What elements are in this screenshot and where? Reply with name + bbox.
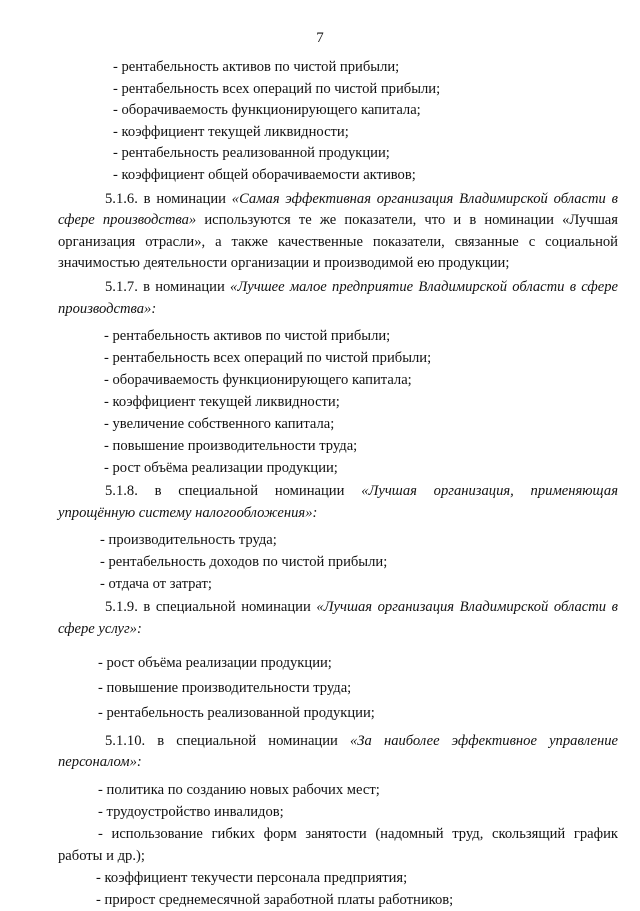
list-item: - отдача от затрат; xyxy=(100,576,212,593)
clause-lead: 5.1.8. в специальной номинации xyxy=(105,483,362,500)
list-item: - коэффициент текущей ликвидности; xyxy=(113,123,349,140)
clause-lead: 5.1.9. в специальной номинации xyxy=(105,599,317,616)
document-body xyxy=(58,57,618,911)
list-item: - политика по созданию новых рабочих мест; xyxy=(98,781,380,798)
list-item: - повышение производительности труда; xyxy=(98,679,352,696)
list-item: - рентабельность всех операций по чистой прибыли; xyxy=(104,350,432,367)
clause-lead: 5.1.6. в номинации xyxy=(105,190,232,207)
clause-tail: : xyxy=(151,300,157,317)
list-item: - коэффициент текущей ликвидности; xyxy=(104,394,340,411)
nomination-title: «Лучшая организация, применяющая упрощённую систему налогообложения» xyxy=(58,483,619,521)
clause-lead: 5.1.10. в специальной номинации xyxy=(105,732,350,749)
list-item: - рост объёма реализации продукции; xyxy=(98,654,332,671)
clause-5-1-8 xyxy=(58,481,618,524)
list-item: - коэффициент общей оборачиваемости активов; xyxy=(113,166,416,183)
indicator-list-personnel xyxy=(58,779,618,911)
clause-5-1-7 xyxy=(58,277,618,320)
clause-tail: : xyxy=(136,754,142,771)
clause-tail: : xyxy=(312,504,318,521)
indicator-list-general xyxy=(58,57,618,187)
clause-tail: : xyxy=(136,620,142,637)
nomination-title: «Лучшее малое предприятие Владимирской области в сфере производства» xyxy=(58,278,619,317)
list-item: - трудоустройство инвалидов; xyxy=(98,803,284,820)
list-item: - повышение производительности труда; xyxy=(104,438,358,455)
indicator-list-simplified-tax xyxy=(58,529,618,595)
list-item: - коэффициент текучести персонала предприятия; xyxy=(96,869,408,886)
list-item: - рентабельность реализованной продукции; xyxy=(98,704,375,721)
list-item: - рентабельность активов по чистой прибыли; xyxy=(113,59,400,75)
clause-5-1-6 xyxy=(58,189,618,275)
list-item: - производительность труда; xyxy=(100,532,277,549)
clause-lead: 5.1.7. в номинации xyxy=(105,278,231,295)
list-item: - использование гибких форм занятости (надомный труд, скользящий график работы и др.); xyxy=(58,825,618,864)
list-item: - рентабельность всех операций по чистой прибыли; xyxy=(113,80,441,97)
page-number: 7 xyxy=(316,30,324,46)
list-item: - прирост среднемесячной заработной платы работников; xyxy=(96,891,454,908)
list-item: - рост объёма реализации продукции; xyxy=(104,460,338,477)
list-item: - увеличение собственного капитала; xyxy=(104,416,335,433)
list-item: - оборачиваемость функционирующего капитала; xyxy=(113,102,421,119)
indicator-list-services xyxy=(58,651,618,726)
clause-tail: используются те же показатели, что и в номинации «Лучшая организация отрасли», а также качественные показатели, связанные с социальной значимостью деятельности организации и производимой ею продукции; xyxy=(58,212,618,272)
list-item: - оборачиваемость функционирующего капитала; xyxy=(104,372,412,389)
list-item: - рентабельность реализованной продукции; xyxy=(113,145,390,162)
indicator-list-small-enterprise xyxy=(58,325,618,479)
clause-5-1-10 xyxy=(58,731,618,774)
nomination-title: «За наиболее эффективное управление персоналом» xyxy=(58,732,618,771)
list-item: - рентабельность доходов по чистой прибыли; xyxy=(100,554,388,571)
nomination-title: «Лучшая организация Владимирской области в сфере услуг» xyxy=(58,599,618,637)
clause-5-1-9 xyxy=(58,597,618,640)
nomination-title: «Самая эффективная организация Владимирской области в сфере производства» xyxy=(58,190,618,229)
list-item: - рентабельность активов по чистой прибыли; xyxy=(104,328,391,345)
